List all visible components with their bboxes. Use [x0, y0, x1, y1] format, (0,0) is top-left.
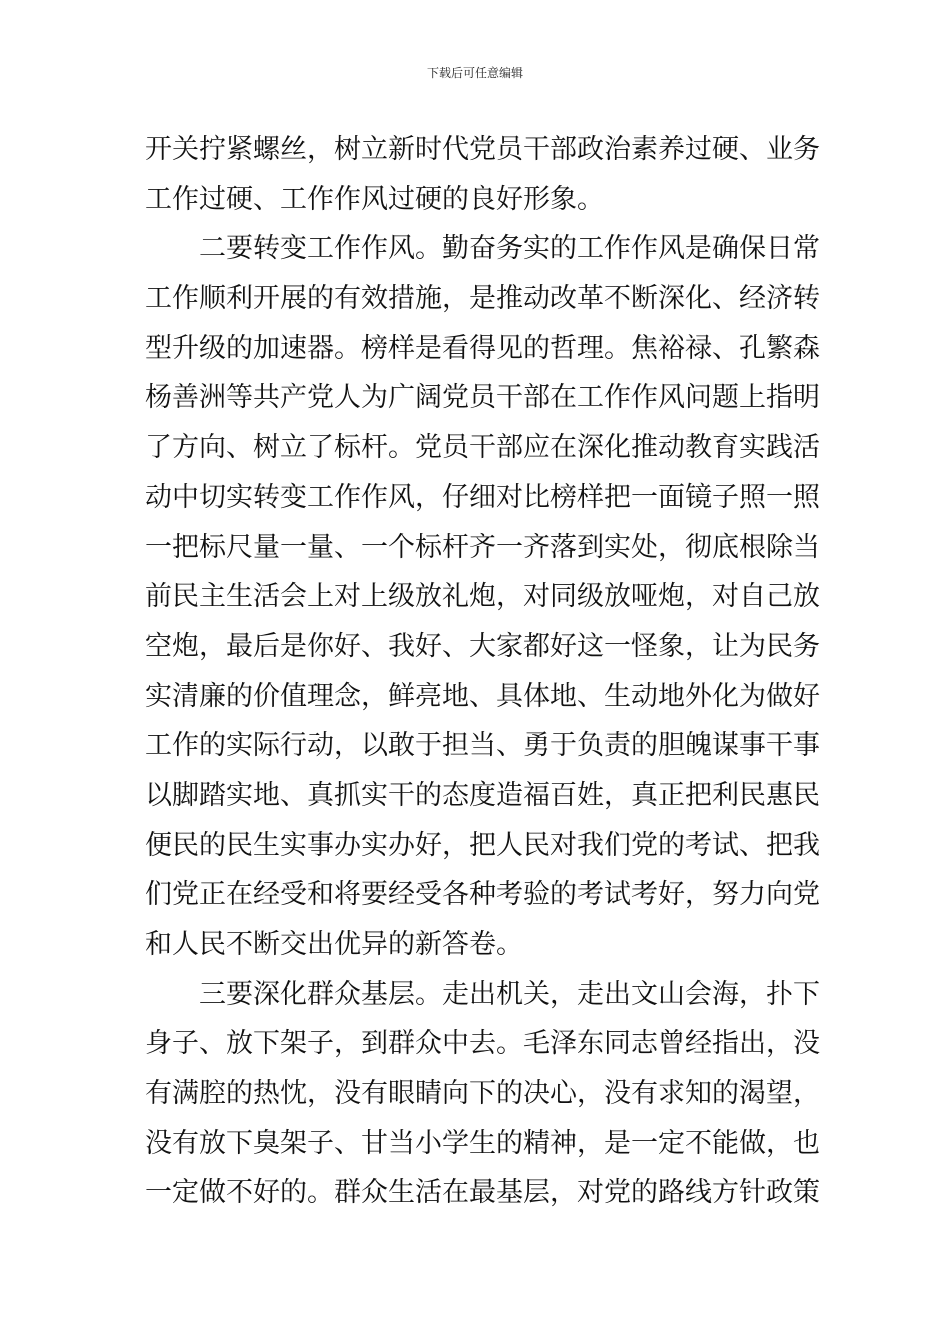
text-line: 便民的民生实事办实办好，把人民对我们党的考试、把我	[145, 829, 820, 861]
paragraph-2	[145, 224, 820, 969]
text-line: 有满腔的热忱，没有眼睛向下的决心，没有求知的渴望，	[145, 1078, 820, 1110]
text-line: 前民主生活会上对上级放礼炮，对同级放哑炮，对自己放	[145, 581, 820, 613]
text-line: 空炮，最后是你好、我好、大家都好这一怪象，让为民务	[145, 630, 820, 662]
text-line: 了方向、树立了标杆。党员干部应在深化推动教育实践活	[145, 432, 820, 464]
text-line-first: 二要转变工作作风。勤奋务实的工作作风是确保日常	[199, 233, 820, 265]
text-line: 和人民不断交出优异的新答卷。	[145, 929, 523, 960]
text-line: 工作的实际行动，以敢于担当、勇于负责的胆魄谋事干事	[145, 730, 820, 762]
document-body	[145, 125, 820, 1218]
text-line: 杨善洲等共产党人为广阔党员干部在工作作风问题上指明	[145, 382, 820, 414]
text-line: 没有放下臭架子、甘当小学生的精神，是一定不能做，也	[145, 1127, 820, 1159]
text-line: 身子、放下架子，到群众中去。毛泽东同志曾经指出，没	[145, 1028, 820, 1060]
text-line: 一把标尺量一量、一个标杆齐一齐落到实处，彻底根除当	[145, 531, 820, 563]
text-line: 工作过硬、工作作风过硬的良好形象。	[145, 183, 604, 215]
paragraph-1	[145, 125, 820, 224]
page-header: 下载后可任意编辑	[426, 66, 523, 80]
text-line: 以脚踏实地、真抓实干的态度造福百姓，真正把利民惠民	[145, 779, 820, 811]
text-line: 工作顺利开展的有效措施，是推动改革不断深化、经济转	[145, 283, 820, 315]
text-line: 型升级的加速器。榜样是看得见的哲理。焦裕禄、孔繁森	[145, 332, 820, 364]
text-line: 们党正在经受和将要经受各种考验的考试考好，努力向党	[145, 879, 820, 911]
text-line-first: 三要深化群众基层。走出机关，走出文山会海，扑下	[199, 978, 820, 1010]
paragraph-3	[145, 970, 820, 1218]
text-line: 开关拧紧螺丝，树立新时代党员干部政治素养过硬、业务	[145, 134, 820, 165]
text-line: 一定做不好的。群众生活在最基层，对党的路线方针政策	[145, 1177, 820, 1209]
text-line: 实清廉的价值理念，鲜亮地、具体地、生动地外化为做好	[145, 680, 820, 712]
text-line: 动中切实转变工作作风，仔细对比榜样把一面镜子照一照	[145, 481, 820, 513]
